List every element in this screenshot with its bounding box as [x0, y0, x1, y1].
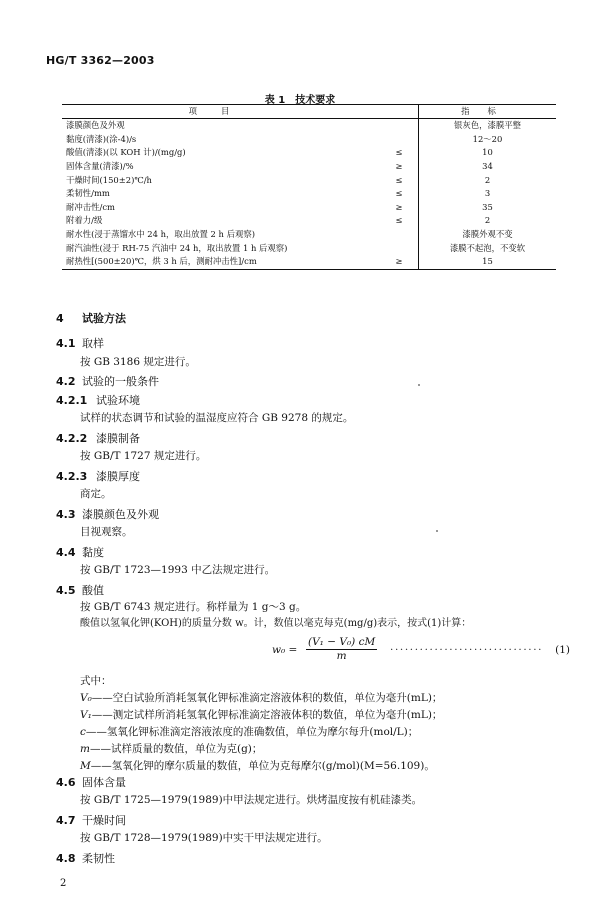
row-item: 固体含量(清漆)/% [66, 161, 134, 172]
symbol-definition [80, 691, 442, 705]
section-4-5-text-1: 按 GB/T 6743 规定进行。称样量为 1 g～3 g。 [80, 601, 307, 613]
row-operator [380, 228, 419, 242]
row-value: 漆膜不起泡，不变软 [449, 242, 526, 253]
table-row [62, 146, 556, 160]
symbol: V₀ [80, 692, 92, 704]
row-operator: ≤ [380, 146, 419, 160]
symbol-definition [80, 708, 442, 722]
scan-speck [418, 384, 420, 386]
table-row [62, 133, 556, 147]
row-value: 银灰色，漆膜平整 [454, 120, 521, 131]
section-4-heading: 4 试验方法 [56, 312, 126, 325]
section-4-5-heading: 4.5 酸值 [56, 584, 104, 597]
row-operator: ≥ [380, 160, 419, 174]
symbol-description: ——测定试样所消耗氢氧化钾标准滴定溶液体积的数值，单位为毫升(mL)； [91, 709, 443, 721]
section-4-5-text-2: 酸值以氢氧化钾(KOH)的质量分数 w。计，数值以毫克每克(mg/g)表示，按式(1)计算： [80, 618, 472, 629]
section-4-2-3-text: 商定。 [80, 488, 112, 500]
header-item: 项目 [62, 105, 380, 119]
section-4-4-heading: 4.4 黏度 [56, 546, 104, 559]
formula-denominator: m [336, 650, 347, 662]
symbol: c [80, 726, 86, 738]
row-operator [380, 133, 419, 147]
formula-number: (1) [555, 644, 570, 656]
symbol-description: ——试样质量的数值，单位为克(g)； [89, 743, 263, 755]
symbol-definition [80, 742, 262, 756]
section-4-6-heading: 4.6 固体含量 [56, 776, 126, 789]
row-item: 干燥时间(150±2)℃/h [66, 174, 152, 185]
technical-requirements-table [62, 104, 556, 270]
section-4-7-heading: 4.7 干燥时间 [56, 814, 126, 827]
row-operator: ≤ [380, 214, 419, 228]
row-operator: ≥ [380, 201, 419, 215]
symbol-description: ——氢氧化钾的摩尔质量的数值，单位为克每摩尔(g/mol)(M=56.109)。 [90, 760, 435, 772]
table-caption: 表 1 技术要求 [264, 95, 336, 106]
symbol-definition [80, 759, 435, 773]
header-op [380, 105, 419, 119]
row-item: 柔韧性/mm [66, 188, 110, 199]
row-value: 2 [484, 174, 491, 185]
section-4-6-text: 按 GB/T 1725—1979(1989)中甲法规定进行。烘烤温度按有机硅漆类。 [80, 794, 423, 806]
formula-fraction [306, 636, 377, 662]
section-4-2-3-heading: 4.2.3 漆膜厚度 [56, 470, 140, 483]
table-row [62, 241, 556, 255]
table-row [62, 201, 556, 215]
row-item: 漆膜颜色及外观 [66, 120, 125, 131]
symbol-definition [80, 725, 418, 739]
formula-leader-dots: ······························· [390, 644, 544, 656]
section-4-1-heading: 4.1 取样 [56, 337, 104, 350]
section-4-3-text: 目视观察。 [80, 526, 133, 538]
row-item: 耐热性[(500±20)℃，烘 3 h 后，测耐冲击性]/cm [62, 255, 380, 269]
section-4-2-1-text: 试样的状态调节和试验的温湿度应符合 GB 9278 的规定。 [80, 412, 354, 424]
row-value: 10 [482, 147, 493, 158]
section-4-2-heading: 4.2 试验的一般条件 [56, 375, 159, 388]
section-4-2-1-heading: 4.2.1 试验环境 [56, 394, 140, 407]
table-row [62, 228, 556, 242]
row-item: 黏度(清漆)(涂-4)/s [66, 133, 137, 144]
row-value: 34 [482, 161, 493, 172]
symbol: M [80, 760, 91, 772]
table-row [62, 214, 556, 228]
table-row [62, 173, 556, 187]
row-operator: ≤ [380, 173, 419, 187]
row-operator: ≤ [380, 187, 419, 201]
standard-number: HG/T 3362—2003 [46, 54, 155, 67]
row-operator [380, 241, 419, 255]
section-4-1-text: 按 GB 3186 规定进行。 [80, 356, 196, 368]
table-row [62, 187, 556, 201]
row-value: 2 [484, 215, 491, 226]
row-value: 15 [419, 255, 557, 269]
table-row [62, 255, 556, 269]
row-item: 耐汽油性(浸于 RH-75 汽油中 24 h，取出放置 1 h 后观察) [66, 242, 288, 253]
section-4-8-heading: 4.8 柔韧性 [56, 852, 115, 865]
section-4-2-2-text: 按 GB/T 1727 规定进行。 [80, 450, 207, 462]
symbol-description: ——氢氧化钾标准滴定溶液浓度的准确数值，单位为摩尔每升(mol/L)； [85, 726, 419, 738]
where-label: 式中： [80, 675, 112, 687]
formula-numerator: (V₁ − V₀) cM [308, 636, 376, 648]
row-item: 耐冲击性/cm [66, 201, 115, 212]
symbol: m [80, 743, 90, 755]
row-value: 漆膜外观不变 [462, 229, 513, 240]
section-4-4-text: 按 GB/T 1723—1993 中乙法规定进行。 [80, 564, 276, 576]
header-value: 指标 [419, 105, 557, 119]
row-value: 3 [484, 188, 491, 199]
row-operator: ≥ [380, 255, 419, 269]
table-header-row [62, 105, 556, 119]
table-row [62, 119, 556, 133]
row-value: 35 [482, 201, 493, 212]
row-item: 附着力/级 [66, 215, 103, 226]
row-item: 酸值(清漆)(以 KOH 计)/(mg/g) [66, 147, 186, 158]
row-value: 12～20 [472, 133, 503, 144]
acid-value-formula [272, 636, 572, 666]
row-operator [380, 119, 419, 133]
section-4-3-heading: 4.3 漆膜颜色及外观 [56, 508, 159, 521]
table-row [62, 160, 556, 174]
scan-speck [436, 530, 438, 532]
row-item: 耐水性(浸于蒸馏水中 24 h，取出放置 2 h 后观察) [66, 229, 255, 240]
page-number: 2 [60, 878, 67, 889]
symbol: V₁ [80, 709, 92, 721]
symbol-description: ——空白试验所消耗氢氧化钾标准滴定溶液体积的数值，单位为毫升(mL)； [91, 692, 443, 704]
formula-lhs: w₀ = [272, 644, 298, 656]
section-4-2-2-heading: 4.2.2 漆膜制备 [56, 432, 140, 445]
section-4-7-text: 按 GB/T 1728—1979(1989)中实干甲法规定进行。 [80, 832, 328, 844]
